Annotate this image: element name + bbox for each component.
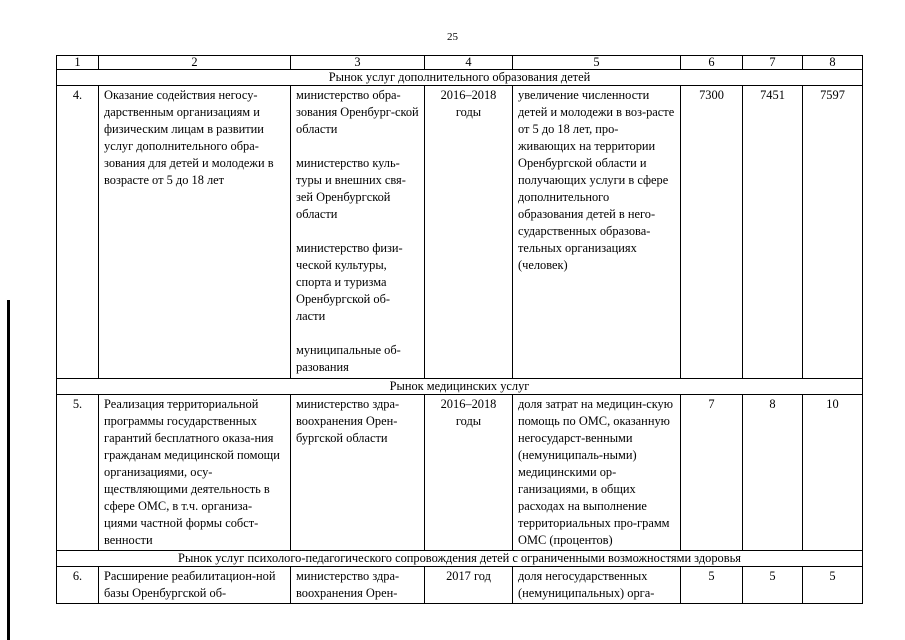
- value-2017: 5: [743, 567, 803, 604]
- row-number: 5.: [57, 395, 99, 551]
- period: 2017 год: [425, 567, 513, 604]
- row-number: 4.: [57, 86, 99, 379]
- program-measures-table: [56, 55, 863, 604]
- page-number: 25: [447, 31, 458, 43]
- column-number-7: 7: [743, 56, 803, 70]
- executors-cell: [291, 567, 425, 604]
- value-2016: 7300: [681, 86, 743, 379]
- column-number-row: [57, 56, 863, 70]
- executor: муниципальные об-разования: [296, 343, 401, 374]
- executors-cell: [291, 86, 425, 379]
- table-row: [57, 86, 863, 379]
- table-row: [57, 395, 863, 551]
- section-header-row: [57, 379, 863, 395]
- executor: министерство куль-туры и внешних свя-зей Оренбургской области: [296, 156, 406, 221]
- indicator-text: увеличение численности детей и молодежи в воз-расте от 5 до 18 лет, про-живающих на территории Оренбургской области и получающих услуги в сфере дополнительного образования детей в него-сударственных образова-тельных организациях (человек): [513, 86, 681, 379]
- column-number-4: 4: [425, 56, 513, 70]
- value-2017: 8: [743, 395, 803, 551]
- indicator-text: доля негосударственных (немуниципальных) орга-: [513, 567, 681, 604]
- measure-text: Оказание содействия негосу-дарственным организациям и физическим лицам в развитии услуг дополнительного обра-зования для детей и молодежи в возрасте от 5 до 18 лет: [99, 86, 291, 379]
- value-2018: 5: [803, 567, 863, 604]
- column-number-3: 3: [291, 56, 425, 70]
- column-number-8: 8: [803, 56, 863, 70]
- indicator-text: доля затрат на медицин-скую помощь по ОМС, оказанную негосударст-венными (немуниципаль-ными) медицинскими ор-ганизациями, в общих расходах на выполнение территориальных про-грамм ОМС (процентов): [513, 395, 681, 551]
- column-number-6: 6: [681, 56, 743, 70]
- measure-text: Реализация территориальной программы государственных гарантий бесплатного оказа-ния гражданам медицинской помощи организациями, осу-ществляющими деятельность в сфере ОМС, в т.ч. организа-циями частной формы собст-венности: [99, 395, 291, 551]
- row-number: 6.: [57, 567, 99, 604]
- measure-text: Расширение реабилитацион-ной базы Оренбургской об-: [99, 567, 291, 604]
- section-title: Рынок медицинских услуг: [57, 379, 863, 395]
- value-2016: 7: [681, 395, 743, 551]
- executors-cell: [291, 395, 425, 551]
- executor: министерство обра-зования Оренбург-ской области: [296, 88, 419, 136]
- value-2018: 10: [803, 395, 863, 551]
- value-2016: 5: [681, 567, 743, 604]
- scan-edge-bar: [7, 300, 10, 640]
- period: 2016–2018 годы: [425, 395, 513, 551]
- value-2017: 7451: [743, 86, 803, 379]
- value-2018: 7597: [803, 86, 863, 379]
- column-number-2: 2: [99, 56, 291, 70]
- executor: министерство физи-ческой культуры, спорта и туризма Оренбургской об-ласти: [296, 241, 403, 323]
- section-header-row: [57, 70, 863, 86]
- section-header-row: [57, 551, 863, 567]
- executor: министерство здра-воохранения Орен-бургской области: [296, 397, 400, 445]
- section-title: Рынок услуг психолого-педагогического сопровождения детей с ограниченными возможностями здоровья: [57, 551, 863, 567]
- period: 2016–2018 годы: [425, 86, 513, 379]
- executor: министерство здра-воохранения Орен-: [296, 569, 400, 600]
- column-number-1: 1: [57, 56, 99, 70]
- section-title: Рынок услуг дополнительного образования детей: [57, 70, 863, 86]
- column-number-5: 5: [513, 56, 681, 70]
- table-row: [57, 567, 863, 604]
